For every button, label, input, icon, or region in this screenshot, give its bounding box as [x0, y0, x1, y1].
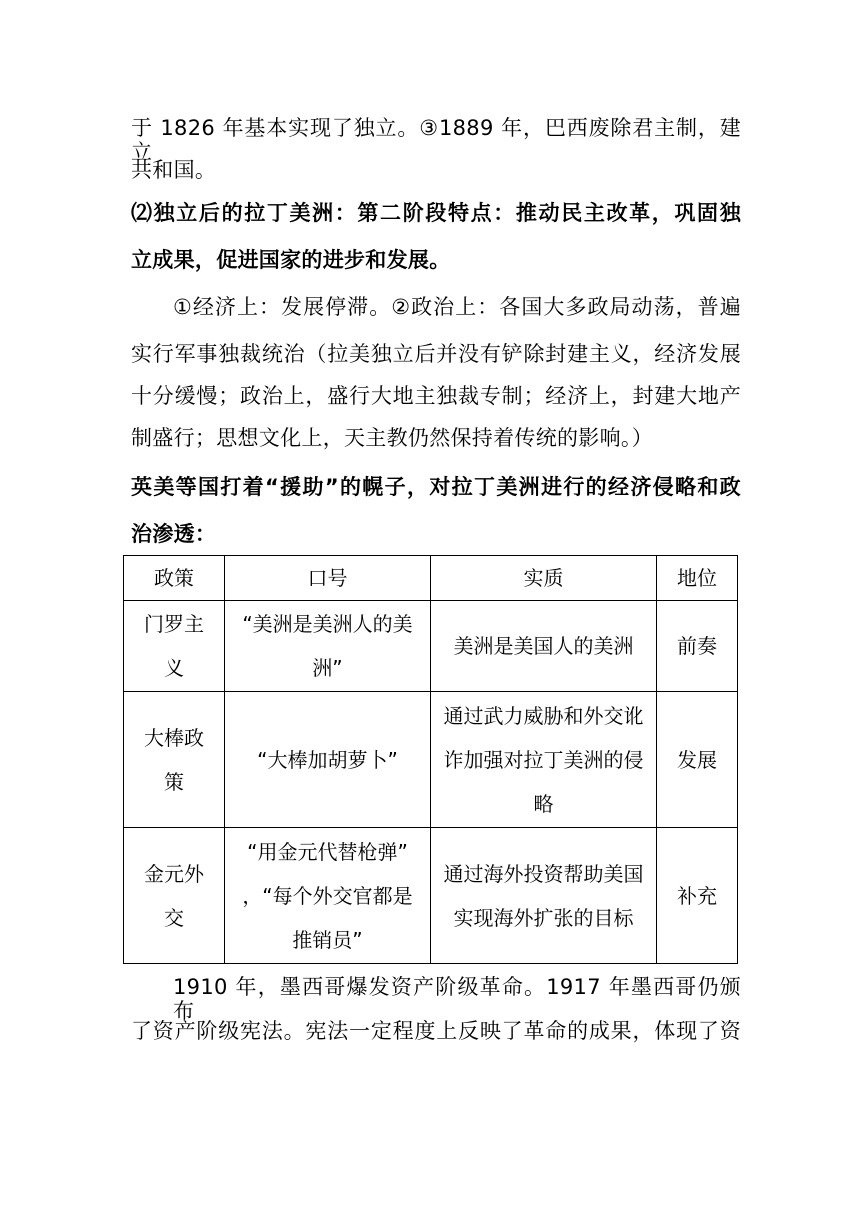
section-heading-line: 治渗透： [131, 522, 217, 546]
cell-slogan-text: “美洲是美洲人的美洲” [242, 612, 413, 680]
cell-status: 发展 [657, 692, 738, 828]
header-essence: 实质 [431, 556, 657, 601]
cell-slogan [225, 692, 431, 828]
cell-status: 前奏 [657, 601, 738, 692]
paragraph-line: 实行军事独裁统治（拉美独立后并没有铲除封建主义，经济发展 [131, 342, 741, 366]
cell-slogan-text: “大棒加胡萝卜” [257, 747, 398, 772]
policy-table [123, 555, 738, 964]
table-row [124, 601, 738, 692]
cell-policy [124, 828, 225, 964]
cell-essence [431, 828, 657, 964]
paragraph-line: ①经济上：发展停滞。②政治上：各国大多政局动荡，普遍 [173, 295, 741, 319]
paragraph-line: 了资产阶级宪法。宪法一定程度上反映了革命的成果，体现了资 [131, 1019, 741, 1043]
paragraph-line: 制盛行；思想文化上，天主教仍然保持着传统的影响。） [131, 426, 653, 450]
header-policy: 政策 [124, 556, 225, 601]
table-row [124, 828, 738, 964]
cell-essence [431, 601, 657, 692]
cell-policy-text: 金元外交 [144, 861, 204, 930]
paragraph-line: 十分缓慢；政治上，盛行大地主独裁专制；经济上，封建大地产 [131, 384, 741, 408]
table-header-row [124, 556, 738, 601]
cell-essence-text: 通过海外投资帮助美国实现海外扩张的目标 [443, 861, 644, 930]
section-heading-line: ⑵独立后的拉丁美洲：第二阶段特点：推动民主改革，巩固独 [131, 201, 741, 225]
header-status: 地位 [657, 556, 738, 601]
cell-slogan-text: “用金元代替枪弹” ，“每个外交官都是推销员” [242, 839, 413, 952]
table-row [124, 692, 738, 828]
cell-policy [124, 601, 225, 692]
cell-essence [431, 692, 657, 828]
cell-essence-text: 通过武力威胁和外交讹诈加强对拉丁美洲的侵略 [443, 703, 644, 816]
cell-essence-text: 美洲是美国人的美洲 [453, 634, 634, 658]
section-heading-line: 立成果，促进国家的进步和发展。 [131, 248, 451, 272]
header-slogan: 口号 [225, 556, 431, 601]
cell-status: 补充 [657, 828, 738, 964]
cell-policy [124, 692, 225, 828]
paragraph-line: 于 1826 年基本实现了独立。③1889 年，巴西废除君主制，建立 [131, 116, 741, 164]
cell-slogan [225, 601, 431, 692]
cell-policy-text: 大棒政策 [144, 725, 204, 794]
cell-policy-text: 门罗主义 [144, 612, 204, 680]
cell-slogan [225, 828, 431, 964]
section-heading-line: 英美等国打着“援助”的幌子，对拉丁美洲进行的经济侵略和政 [131, 475, 741, 499]
paragraph-line: 共和国。 [131, 158, 217, 182]
paragraph-line: 1910 年，墨西哥爆发资产阶级革命。1917 年墨西哥仍颁布 [173, 975, 741, 1023]
